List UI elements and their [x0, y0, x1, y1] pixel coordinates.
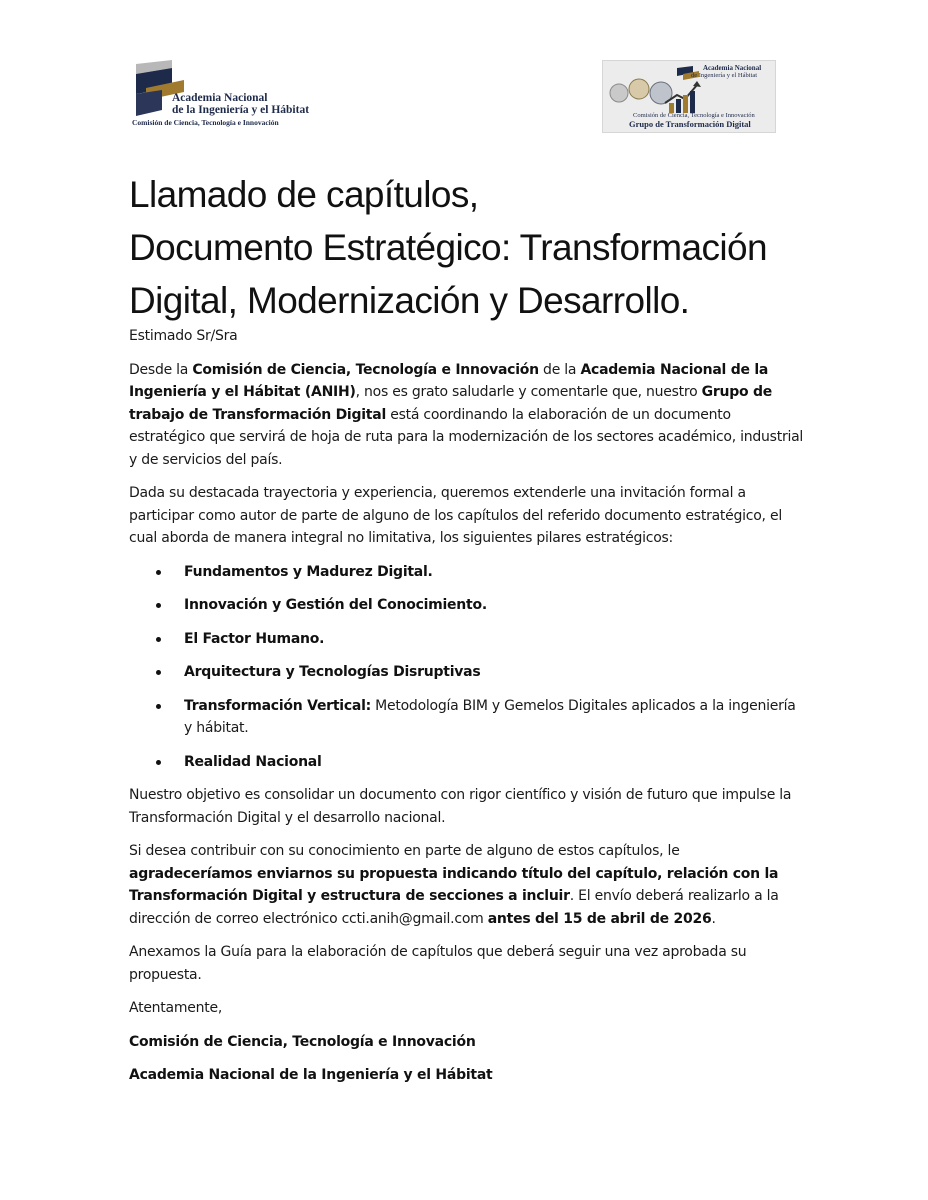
- bullet-icon: [156, 603, 161, 608]
- pillar-title: Transformación Vertical:: [184, 697, 371, 714]
- list-item: [129, 661, 804, 684]
- pillar-text: Metodología BIM y Gemelos Digitales aplicados a la ingeniería y hábitat.: [184, 697, 796, 736]
- letter-body: [129, 325, 804, 1098]
- submission-paragraph: [129, 840, 804, 930]
- list-item: [129, 695, 804, 740]
- bullet-icon: [156, 760, 161, 765]
- p4-bold-request: agradeceríamos enviarnos su propuesta indicando título del capítulo, relación con la Transformación Digital y estructura de secciones a incluir: [129, 865, 779, 904]
- title-line2: Documento Estratégico: Transformación: [129, 227, 767, 268]
- p4-bold-deadline: antes del 15 de abril de 2026: [487, 910, 712, 927]
- p1-bold-group: Grupo de trabajo de Transformación Digital: [129, 384, 773, 423]
- p1-text-a: Desde la: [129, 361, 193, 378]
- title-line3: Digital, Modernización y Desarrollo.: [129, 280, 690, 321]
- signature-line2: Academia Nacional de la Ingeniería y el Hábitat: [129, 1067, 493, 1083]
- right-logo-line1: Academia Nacional: [703, 64, 762, 72]
- signature-academy: [129, 1064, 804, 1087]
- bullet-icon: [156, 570, 161, 575]
- list-item: [129, 594, 804, 617]
- pillar-title: Fundamentos y Madurez Digital.: [184, 563, 433, 580]
- left-logo-line1: Academia Nacional: [172, 92, 268, 104]
- digital-transformation-logo: [602, 60, 776, 133]
- p1-bold-academy: Academia Nacional de la Ingeniería y el Hábitat (ANIH): [129, 361, 769, 400]
- p4-text-c: . El envío deberá realizarlo a la dirección de correo electrónico ccti.anih@gmail.com: [129, 888, 779, 927]
- closing: Atentamente,: [129, 1000, 223, 1016]
- p4-text-e: .: [711, 910, 716, 927]
- right-logo-line3: Comisión de Ciencia, Tecnología e Innovación: [633, 112, 755, 119]
- p1-text-g: está coordinando la elaboración de un documento estratégico que servirá de hoja de ruta para la modernización de los sectores académico, industrial y de servicios del país.: [129, 406, 804, 468]
- list-item: [129, 628, 804, 651]
- p1-bold-commission: Comisión de Ciencia, Tecnología e Innovación: [192, 361, 539, 378]
- greeting: Estimado Sr/Sra: [129, 328, 238, 344]
- anih-logo: [132, 58, 310, 128]
- invitation-paragraph: Dada su destacada trayectoria y experiencia, queremos extenderle una invitación formal a participar como autor de parte de alguno de los capítulos del referido documento estratégico, el cual aborda de manera integral no limitativa, los siguientes pilares estratégicos:: [129, 485, 782, 546]
- bullet-icon: [156, 704, 161, 709]
- right-logo-line4: Grupo de Transformación Digital: [629, 119, 751, 129]
- annex-paragraph: Anexamos la Guía para la elaboración de capítulos que deberá seguir una vez aprobada su propuesta.: [129, 944, 747, 983]
- title-line1: Llamado de capítulos,: [129, 174, 479, 215]
- intro-paragraph: [129, 359, 804, 472]
- list-item: [129, 751, 804, 774]
- bullet-icon: [156, 637, 161, 642]
- bullet-icon: [156, 670, 161, 675]
- document-title: [129, 168, 829, 327]
- p4-text-a: Si desea contribuir con su conocimiento en parte de alguno de estos capítulos, le: [129, 843, 680, 859]
- pillars-list: [129, 561, 804, 774]
- signature-commission: [129, 1031, 804, 1054]
- list-item: [129, 561, 804, 584]
- p1-text-e: , nos es grato saludarle y comentarle que, nuestro: [355, 384, 702, 400]
- left-logo-line2: de la Ingeniería y el Hábitat: [172, 104, 310, 116]
- signature-line1: Comisión de Ciencia, Tecnología e Innovación: [129, 1033, 476, 1050]
- objective-paragraph: Nuestro objetivo es consolidar un documento con rigor científico y visión de futuro que impulse la Transformación Digital y el desarrollo nacional.: [129, 787, 792, 826]
- pillar-title: El Factor Humano.: [184, 630, 325, 647]
- pillar-title: Realidad Nacional: [184, 753, 322, 770]
- pillar-title: Arquitectura y Tecnologías Disruptivas: [184, 664, 481, 680]
- pillar-title: Innovación y Gestión del Conocimiento.: [184, 597, 487, 613]
- left-logo-line3: Comisión de Ciencia, Tecnología e Innovación: [132, 118, 279, 127]
- p1-text-c: de la: [538, 361, 581, 378]
- right-logo-line2: de Ingeniería y el Hábitat: [691, 72, 758, 79]
